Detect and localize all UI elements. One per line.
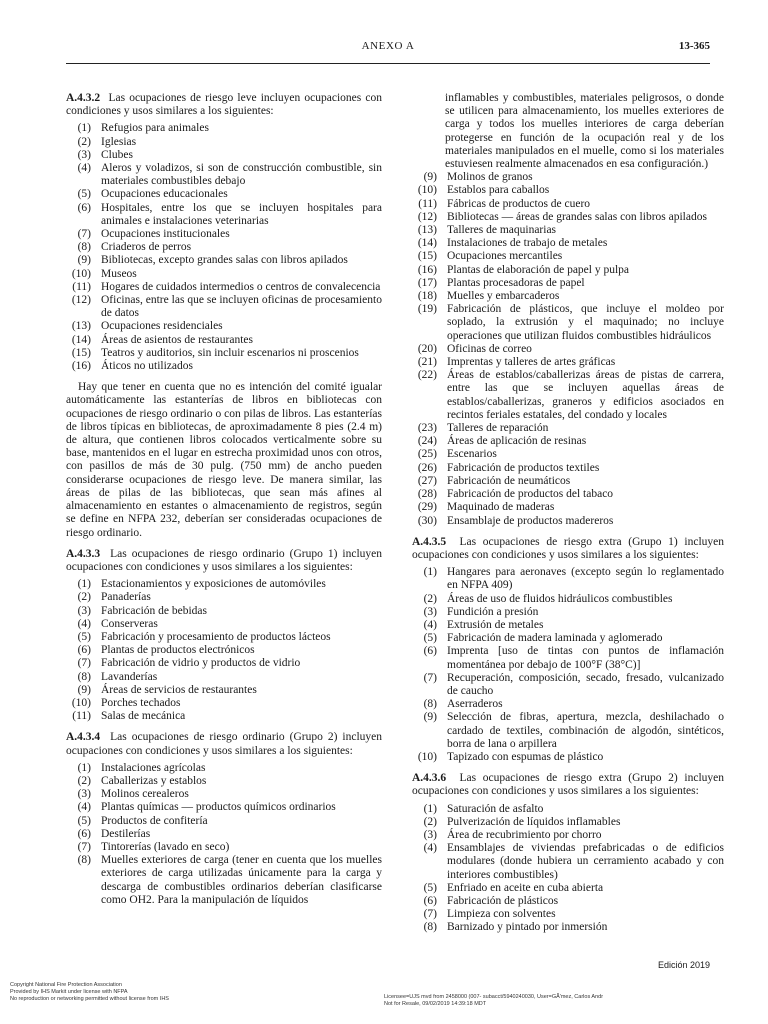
section-number: A.4.3.5 (412, 535, 447, 548)
item-text: Talleres de reparación (447, 422, 549, 435)
item-text: Escenarios (447, 448, 497, 461)
section-text: Las ocupaciones de riesgo extra (Grupo 1) incluyen ocupaciones con condiciones y usos similares a los siguientes: (412, 535, 724, 561)
item-number: (25) (417, 448, 437, 461)
section-text: Las ocupaciones de riesgo ordinario (Grupo 2) incluyen ocupaciones con condiciones y usos similares a los siguientes: (66, 731, 382, 757)
list-item (66, 360, 382, 373)
item-number: (18) (417, 290, 437, 303)
list-item (412, 842, 724, 882)
list-item (66, 697, 382, 710)
item-number: (2) (77, 774, 91, 787)
item-text: Instalaciones agrícolas (101, 761, 206, 774)
list-a434-continued (412, 171, 724, 527)
list-item (66, 188, 382, 201)
item-text: Refugios para animales (101, 122, 209, 135)
item-text: Productos de confitería (101, 814, 208, 827)
list-item (66, 122, 382, 135)
list-item (66, 762, 382, 775)
footer-line: Copyright National Fire Protection Association (10, 982, 122, 988)
list-item (412, 672, 724, 698)
list-item (412, 198, 724, 211)
list-item (412, 921, 724, 934)
item-number: (8) (423, 921, 437, 934)
item-text: Salas de mecánica (101, 710, 186, 723)
section-a435 (412, 536, 724, 562)
list-item (412, 515, 724, 528)
item-text: Fundición a presión (447, 605, 539, 618)
item-number: (10) (71, 696, 91, 709)
item-text: Tintorerías (lavado en seco) (101, 840, 230, 853)
section-a433 (66, 548, 382, 574)
list-item (66, 671, 382, 684)
item-text: Panaderías (101, 591, 151, 604)
list-item (412, 171, 724, 184)
section-text: Las ocupaciones de riesgo leve incluyen ocupaciones con condiciones y usos similares a los siguientes: (66, 92, 382, 118)
item-number: (1) (423, 566, 437, 579)
item-text: Ocupaciones residenciales (101, 320, 223, 333)
item-text: Fábricas de productos de cuero (447, 197, 591, 210)
list-item (412, 343, 724, 356)
item-text: Conserveras (101, 617, 158, 630)
item-number: (9) (77, 254, 91, 267)
item-number: (27) (417, 474, 437, 487)
running-head: ANEXO A (361, 40, 415, 52)
item-text: Establos para caballos (447, 184, 550, 197)
list-item (412, 475, 724, 488)
item-text: Imprenta [uso de tintas con puntos de inflamación momentánea por debajo de 100°F (38°C)] (447, 645, 724, 671)
list-item (412, 908, 724, 921)
item-number: (2) (77, 591, 91, 604)
item-text: Fabricación de neumáticos (447, 474, 571, 487)
item-number: (2) (423, 592, 437, 605)
item-number: (4) (77, 162, 91, 175)
item-text: Imprentas y talleres de artes gráficas (447, 356, 616, 369)
item-text: Recuperación, composición, secado, fresado, vulcanizado de caucho (447, 671, 724, 697)
list-item (66, 591, 382, 604)
item-text: Talleres de maquinarias (447, 224, 557, 237)
item-number: (21) (417, 356, 437, 369)
item-number: (10) (71, 267, 91, 280)
item-number: (9) (77, 683, 91, 696)
item-text: Selección de fibras, apertura, mezcla, deshilachado o cardado de textiles, combinación de algodón, sintéticos, borra de lana o arpillera (447, 711, 724, 750)
list-item (412, 501, 724, 514)
list-item (412, 895, 724, 908)
list-item (412, 277, 724, 290)
list-item (66, 149, 382, 162)
item-number: (17) (417, 276, 437, 289)
item-text: Lavanderías (101, 670, 158, 683)
list-item (66, 241, 382, 254)
list-item (412, 237, 724, 250)
item-number: (10) (417, 184, 437, 197)
footer-copyright (10, 982, 169, 1002)
item-text: Plantas químicas — productos químicos ordinarios (101, 801, 336, 814)
item-text: Plantas procesadoras de papel (447, 276, 585, 289)
list-item (66, 268, 382, 281)
item-text: Destilerías (101, 827, 151, 840)
item-number: (8) (77, 670, 91, 683)
list-item (412, 566, 724, 592)
item-text: Saturación de asfalto (447, 802, 544, 815)
list-item (66, 618, 382, 631)
header-rule (66, 63, 710, 64)
item-text: Museos (101, 267, 137, 280)
item-text: Área de recubrimiento por chorro (447, 828, 602, 841)
item-text: Áreas de servicios de restaurantes (101, 683, 257, 696)
list-a433 (66, 578, 382, 723)
item-number: (20) (417, 342, 437, 355)
item-text: Ocupaciones institucionales (101, 228, 230, 241)
item-number: (29) (417, 501, 437, 514)
list-item (66, 334, 382, 347)
item-text: Ocupaciones mercantiles (447, 250, 563, 263)
item-text: Fabricación de vidrio y productos de vidrio (101, 657, 301, 670)
section-text: Las ocupaciones de riesgo ordinario (Grupo 1) incluyen ocupaciones con condiciones y usos similares a los siguientes: (66, 547, 382, 573)
section-text: Las ocupaciones de riesgo extra (Grupo 2) incluyen ocupaciones con condiciones y usos similares a los siguientes: (412, 772, 724, 798)
list-item (66, 578, 382, 591)
item-number: (3) (77, 604, 91, 617)
item-text: Caballerizas y establos (101, 774, 207, 787)
note-paragraph: Hay que tener en cuenta que no es intención del comité igualar automáticamente las estanterías de libros en bibliotecas con ocupaciones de riesgo ordinario o con pilas de libros. Las estanterías de libros típicas en bibliotecas, de aproximadamente 8 pies (2.4 m) de altura, que contienen libros colocados verticalmente sobre su base, mantenidos en el lugar en estrecha proximidad unos con otros, con pasillos de más de 30 pulg. (750 mm) de ancho pueden considerarse ocupaciones de riesgo leve. De manera similar, las áreas de pilas de las bibliotecas, que sean más afines al almacenamiento en estantes o almacenamiento de registros, según se define en NFPA 232, deberían ser consideradas ocupaciones de riesgo ordinario. (66, 381, 382, 539)
left-column (66, 92, 382, 915)
list-item (412, 250, 724, 263)
footer-license (384, 994, 603, 1008)
list-item (412, 882, 724, 895)
item-number: (8) (423, 698, 437, 711)
item-text: Oficinas, entre las que se incluyen oficinas de procesamiento de datos (101, 294, 382, 320)
item-text: Fabricación de plásticos (447, 894, 559, 907)
item-number: (7) (423, 908, 437, 921)
item-text: Áreas de establos/caballerizas áreas de pistas de carrera, entre las que se incluyen aquellas áreas de establos/caballerizas, graneros y edificios asociados en recintos feriales estatales, del condado y locales (447, 369, 724, 421)
item-text: Plantas de elaboración de papel y pulpa (447, 263, 630, 276)
section-number: A.4.3.4 (66, 731, 101, 744)
item-number: (19) (417, 303, 437, 316)
item-number: (5) (77, 188, 91, 201)
list-item (66, 605, 382, 618)
item-number: (28) (417, 488, 437, 501)
item-number: (4) (77, 617, 91, 630)
footer-line: Not for Resale, 09/02/2019 14:39:18 MDT (384, 1000, 487, 1007)
item-number: (7) (77, 228, 91, 241)
item-text: Fabricación de bebidas (101, 604, 208, 617)
item-text: Hogares de cuidados intermedios o centros de convalecencia (101, 280, 381, 293)
item-number: (6) (77, 201, 91, 214)
item-number: (11) (72, 280, 91, 293)
list-item (66, 320, 382, 333)
item-number: (16) (417, 263, 437, 276)
item-number: (11) (418, 197, 437, 210)
list-item (66, 828, 382, 841)
list-item (66, 294, 382, 320)
list-item (66, 788, 382, 801)
item-number: (10) (417, 750, 437, 763)
continuation-text: inflamables y combustibles, materiales peligrosos, o donde se utilicen para almacenamiento, los muelles exteriores de carga y todos los muelles interiores de carga deberían protegerse en función de la ocupación real y de los materiales manipulados en el muelle, como si los materiales estuviesen realmente almacenados en esa configuración.) (445, 92, 724, 171)
item-text: Ensamblaje de productos madereros (447, 514, 614, 527)
item-number: (14) (417, 237, 437, 250)
item-number: (1) (77, 761, 91, 774)
item-number: (2) (423, 815, 437, 828)
item-number: (11) (72, 710, 91, 723)
list-a435 (412, 566, 724, 764)
item-number: (1) (423, 802, 437, 815)
item-number: (16) (71, 360, 91, 373)
list-item (66, 801, 382, 814)
section-number: A.4.3.6 (412, 772, 447, 785)
item-number: (6) (77, 827, 91, 840)
list-item (412, 462, 724, 475)
item-number: (5) (77, 630, 91, 643)
footer-line: Licensee=UJS mvd from 2458000 (007- subacct/5940240030, User=GÃ'mez, Carlos Andr (384, 994, 604, 1000)
section-a434 (66, 731, 382, 757)
item-number: (3) (423, 605, 437, 618)
item-number: (3) (423, 828, 437, 841)
item-number: (7) (423, 671, 437, 684)
list-item (412, 435, 724, 448)
item-number: (23) (417, 422, 437, 435)
list-item (66, 254, 382, 267)
footer-line: Provided by IHS Markit under license with NFPA (10, 988, 128, 995)
list-item (412, 422, 724, 435)
item-number: (4) (77, 801, 91, 814)
item-text: Limpieza con solventes (447, 908, 556, 921)
item-number: (6) (423, 894, 437, 907)
list-item (66, 815, 382, 828)
list-item (66, 684, 382, 697)
section-a432 (66, 92, 382, 118)
list-item (412, 619, 724, 632)
item-number: (7) (77, 657, 91, 670)
list-item (412, 290, 724, 303)
list-item (412, 303, 724, 343)
item-text: Áreas de asientos de restaurantes (101, 333, 253, 346)
list-item (66, 644, 382, 657)
list-item (412, 606, 724, 619)
item-text: Tapizado con espumas de plástico (447, 750, 604, 763)
item-text: Muelles y embarcaderos (447, 290, 560, 303)
list-item (66, 202, 382, 228)
item-number: (22) (417, 369, 437, 382)
list-item (412, 816, 724, 829)
item-number: (4) (423, 842, 437, 855)
item-text: Extrusión de metales (447, 618, 544, 631)
item-text: Clubes (101, 148, 133, 161)
edition-label: Edición 2019 (657, 960, 710, 970)
list-item (412, 632, 724, 645)
item-text: Enfriado en aceite en cuba abierta (447, 881, 604, 894)
list-item (66, 162, 382, 188)
item-text: Criaderos de perros (101, 241, 192, 254)
list-item (412, 751, 724, 764)
list-item (66, 631, 382, 644)
item-number: (5) (423, 632, 437, 645)
item-number: (6) (423, 645, 437, 658)
item-text: Áreas de aplicación de resinas (447, 435, 587, 448)
list-item (412, 829, 724, 842)
list-item (412, 803, 724, 816)
item-text: Fabricación de madera laminada y aglomerado (447, 632, 663, 645)
list-item (412, 184, 724, 197)
list-item (412, 698, 724, 711)
item-text: Porches techados (101, 696, 181, 709)
item-number: (5) (77, 814, 91, 827)
section-a436 (412, 772, 724, 798)
item-text: Estacionamientos y exposiciones de automóviles (101, 578, 326, 591)
item-text: Aserraderos (447, 698, 503, 711)
item-text: Fabricación de productos del tabaco (447, 488, 614, 501)
item-text: Pulverización de líquidos inflamables (447, 815, 621, 828)
list-item (66, 854, 382, 907)
item-number: (5) (423, 881, 437, 894)
item-number: (30) (417, 514, 437, 527)
list-a436 (412, 803, 724, 935)
list-item (412, 448, 724, 461)
item-number: (2) (77, 135, 91, 148)
item-text: Áticos no utilizados (101, 360, 193, 373)
section-number: A.4.3.2 (66, 92, 101, 104)
item-text: Ocupaciones educacionales (101, 188, 228, 201)
item-text: Maquinado de maderas (447, 501, 555, 514)
item-text: Barnizado y pintado por inmersión (447, 921, 608, 934)
item-number: (4) (423, 618, 437, 631)
item-text: Aleros y voladizos, si son de construcción combustible, sin materiales combustibles debajo (101, 162, 382, 188)
item-number: (9) (423, 171, 437, 184)
item-text: Plantas de productos electrónicos (101, 644, 255, 657)
item-number: (7) (77, 840, 91, 853)
page-number: 13-365 (678, 40, 710, 52)
list-item (66, 841, 382, 854)
list-item (412, 356, 724, 369)
item-text: Áreas de uso de fluidos hidráulicos combustibles (447, 592, 673, 605)
footer-line: No reproduction or networking permitted without license from IHS (10, 995, 169, 1002)
item-text: Fabricación de plásticos, que incluye el moldeo por soplado, la extrusión y el maquinado; no incluye operaciones que utilizan fluidos combustibles hidráulicos (447, 303, 724, 342)
item-number: (3) (77, 148, 91, 161)
item-number: (15) (71, 346, 91, 359)
item-text: Instalaciones de trabajo de metales (447, 237, 608, 250)
item-text: Molinos de granos (447, 171, 533, 184)
item-number: (12) (417, 210, 437, 223)
item-text: Bibliotecas, excepto grandes salas con libros apilados (101, 254, 348, 267)
item-text: Fabricación de productos textiles (447, 461, 600, 474)
item-text: Fabricación y procesamiento de productos lácteos (101, 630, 331, 643)
item-number: (8) (77, 241, 91, 254)
item-text: Bibliotecas — áreas de grandes salas con libros apilados (447, 210, 707, 223)
item-text: Hangares para aeronaves (excepto según lo reglamentado en NFPA 409) (447, 566, 724, 592)
item-number: (3) (77, 788, 91, 801)
section-number: A.4.3.3 (66, 547, 101, 560)
item-number: (6) (77, 644, 91, 657)
right-column (412, 92, 724, 939)
item-number: (1) (77, 578, 91, 591)
list-item (412, 711, 724, 751)
list-item (66, 136, 382, 149)
item-text: Iglesias (101, 135, 137, 148)
list-item (412, 645, 724, 671)
list-item (66, 228, 382, 241)
item-number: (1) (77, 122, 91, 135)
item-text: Hospitales, entre los que se incluyen hospitales para animales e instalaciones veterinarias (101, 201, 382, 227)
list-item (66, 775, 382, 788)
list-item (412, 488, 724, 501)
list-item (412, 593, 724, 606)
item-text: Muelles exteriores de carga (tener en cuenta que los muelles exteriores de carga utilizadas únicamente para la carga y descarga de combustibles ordinarios deberían clasificarse como OH2. Para la manipulación de líquidos (101, 854, 382, 906)
item-text: Ensamblajes de viviendas prefabricadas o de edificios modulares (donde hubiera un cerramiento acabado y con interiores combustibles) (447, 842, 724, 881)
list-item (66, 710, 382, 723)
list-item (66, 281, 382, 294)
list-item (412, 369, 724, 422)
list-item (412, 264, 724, 277)
item-number: (8) (77, 854, 91, 867)
list-item (412, 211, 724, 224)
list-item (66, 657, 382, 670)
item-number: (13) (417, 224, 437, 237)
item-number: (26) (417, 461, 437, 474)
page-header (66, 40, 710, 60)
item-number: (14) (71, 333, 91, 346)
item-text: Teatros y auditorios, sin incluir escenarios ni proscenios (101, 346, 359, 359)
item-text: Oficinas de correo (447, 342, 532, 355)
item-number: (12) (71, 294, 91, 307)
item-number: (15) (417, 250, 437, 263)
item-text: Molinos cerealeros (101, 788, 189, 801)
item-number: (24) (417, 435, 437, 448)
item-number: (13) (71, 320, 91, 333)
list-item (412, 224, 724, 237)
list-a432 (66, 122, 382, 373)
list-item (66, 347, 382, 360)
item-number: (9) (423, 711, 437, 724)
list-a434 (66, 762, 382, 907)
